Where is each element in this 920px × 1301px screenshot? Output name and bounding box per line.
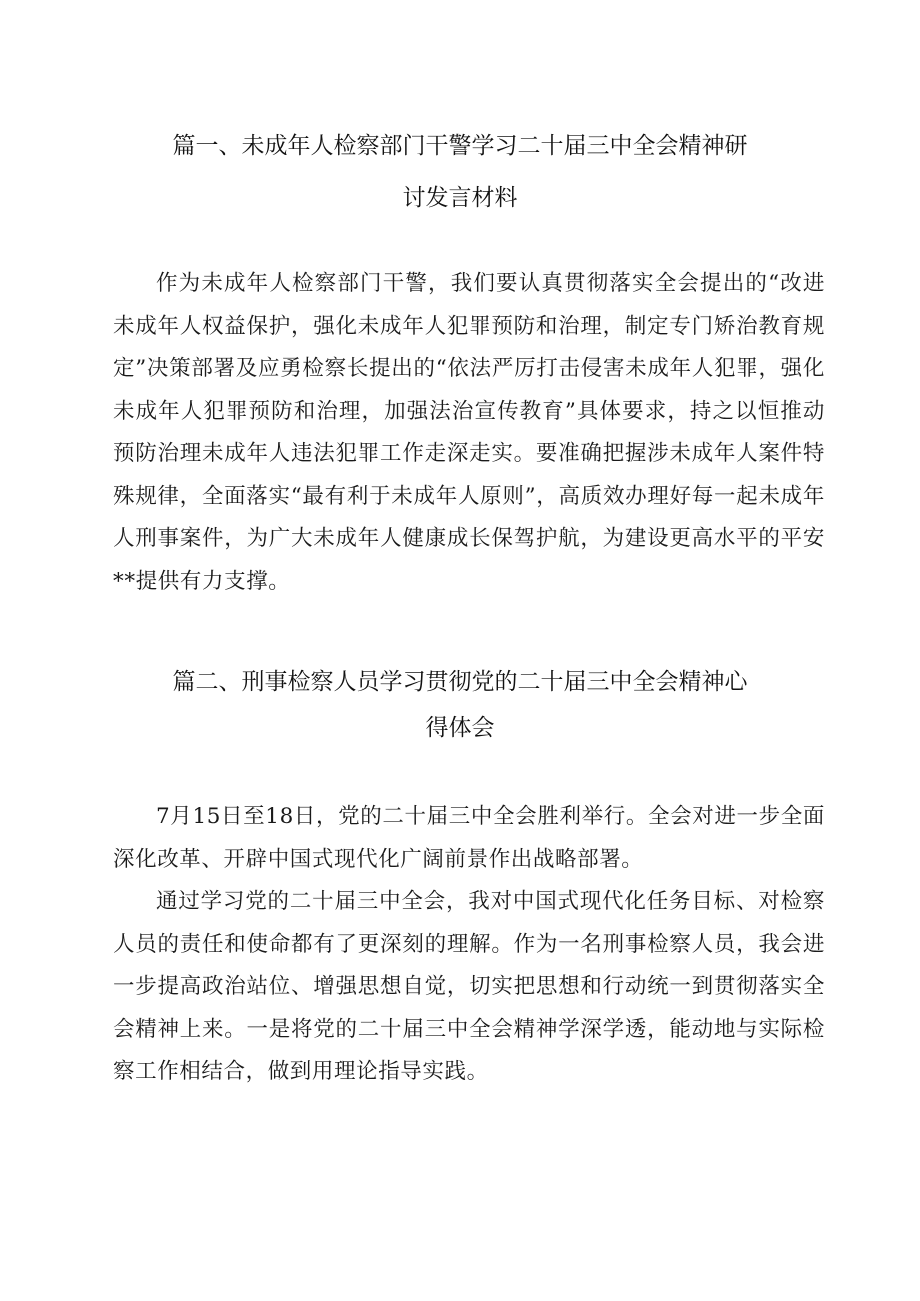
section-2-body <box>113 796 825 1094</box>
section-1-body <box>113 263 825 603</box>
section-1-title <box>0 125 920 219</box>
section-2-paragraph-2: 通过学习党的二十届三中全会，我对中国式现代化任务目标、对检察人员的责任和使命都有了更深刻的理解。作为一名刑事检察人员，我会进一步提高政治站位、增强思想自觉，切实把思想和行动统一到贯彻落实全会精神上来。一是将党的二十届三中全会精神学深学透，能动地与实际检察工作相结合，做到用理论指导实践。 <box>113 889 825 1084</box>
section-2-paragraph-1: 7月15日至18日，党的二十届三中全会胜利举行。全会对进一步全面深化改革、开辟中国式现代化广阔前景作出战略部署。 <box>113 804 825 872</box>
section-2-title-line-2: 得体会 <box>425 715 495 741</box>
section-2-title-line-1: 篇二、刑事检察人员学习贯彻党的二十届三中全会精神心 <box>172 669 748 695</box>
section-1-paragraph-1: 作为未成年人检察部门干警，我们要认真贯彻落实全会提出的“改进未成年人权益保护，强化未成年人犯罪预防和治理，制定专门矫治教育规定”决策部署及应勇检察长提出的“依法严厉打击侵害未成年人犯罪，强化未成年人犯罪预防和治理，加强法治宣传教育”具体要求，持之以恒推动预防治理未成年人违法犯罪工作走深走实。要准确把握涉未成年人案件特殊规律，全面落实“最有利于未成年人原则”，高质效办理好每一起未成年人刑事案件，为广大未成年人健康成长保驾护航，为建设更高水平的平安**提供有力支撑。 <box>113 271 825 594</box>
section-1-title-line-1: 篇一、未成年人检察部门干警学习二十届三中全会精神研 <box>172 133 748 159</box>
section-2-title <box>0 661 920 749</box>
section-1-title-line-2: 讨发言材料 <box>402 185 518 211</box>
